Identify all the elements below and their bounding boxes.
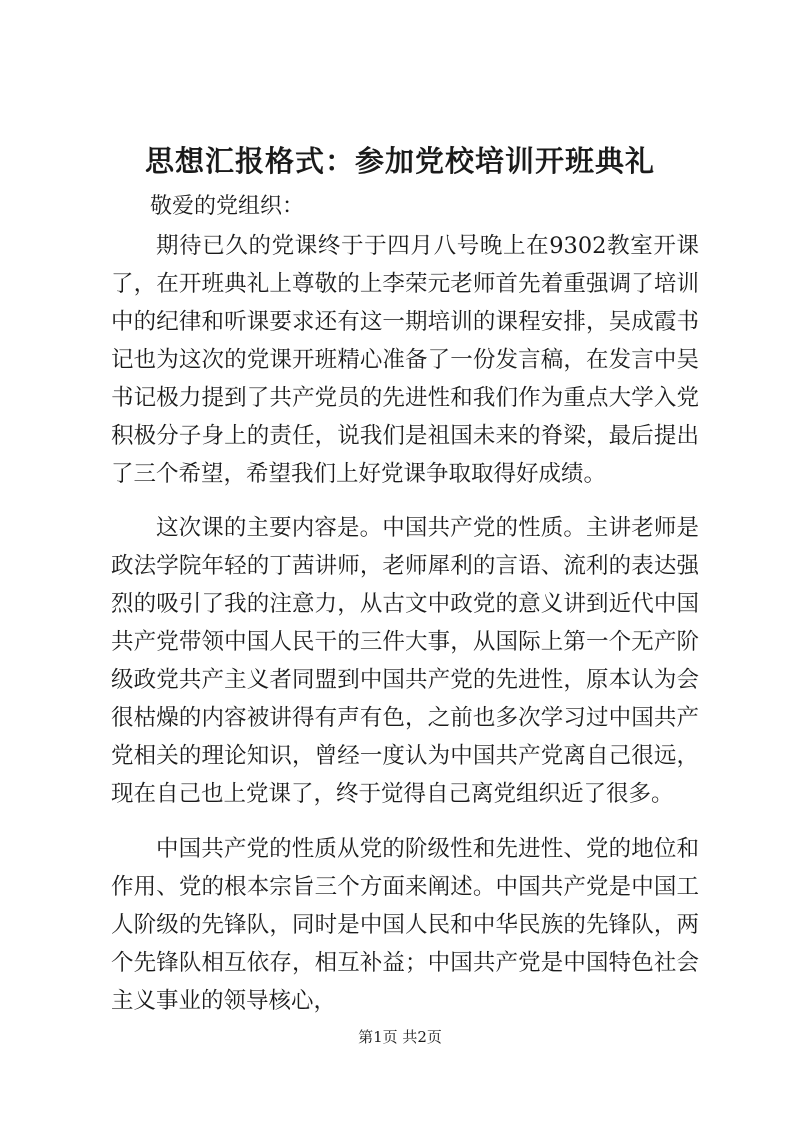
page-footer: 第1页 共2页 [358, 1028, 442, 1046]
paragraph-2: 这次课的主要内容是。中国共产党的性质。主讲老师是政法学院年轻的丁茜讲师，老师犀利的言语、流利的表达强烈的吸引了我的注意力，从古文中政党的意义讲到近代中国共产党带领中国人民干的三件大事，从国际上第一个无产阶级政党共产主义者同盟到中国共产党的先进性，原本认为会很枯燥的内容被讲得有声有色，之前也多次学习过中国共产党相关的理论知识，曾经一度认为中国共产党离自己很远，现在自己也上党课了，终于觉得自己离党组织近了很多。 [111, 515, 699, 807]
salutation: 敬爱的党组织： [150, 194, 305, 219]
paragraph-1: 期待已久的党课终于于四月八号晚上在9302教室开课了，在开班典礼上尊敬的上李荣元老师首先着重强调了培训中的纪律和听课要求还有这一期培训的课程安排，吴成霞书记也为这次的党课开班精心准备了一份发言稿，在发言中吴书记极力提到了共产党员的先进性和我们作为重点大学入党积极分子身上的责任，说我们是祖国未来的脊梁，最后提出了三个希望，希望我们上好党课争取取得好成绩。 [111, 233, 699, 487]
paragraph-3: 中国共产党的性质从党的阶级性和先进性、党的地位和作用、党的根本宗旨三个方面来阐述。中国共产党是中国工人阶级的先锋队，同时是中国人民和中华民族的先锋队，两个先锋队相互依存，相互补益；中国共产党是中国特色社会主义事业的领导核心， [111, 836, 699, 1014]
document-title: 思想汇报格式：参加党校培训开班典礼 [144, 144, 655, 178]
